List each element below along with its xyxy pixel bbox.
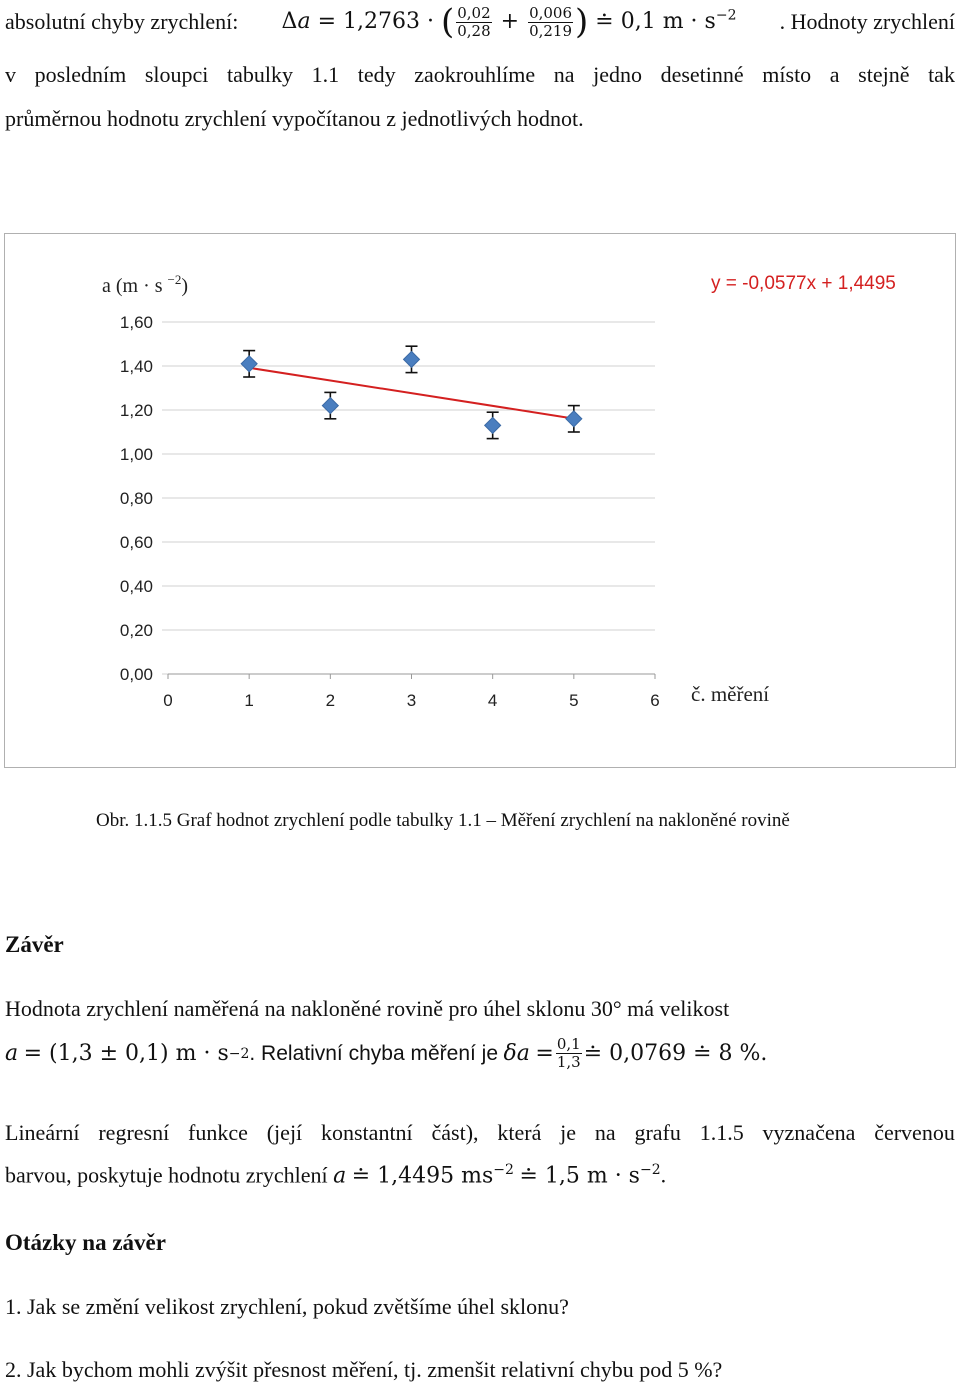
word: a (829, 62, 840, 87)
word: v (5, 62, 16, 87)
y-tick-label: 1,20 (119, 401, 153, 420)
y-tick-label: 1,00 (119, 445, 153, 464)
formula-prefix: absolutní chyby zrychlení: (5, 9, 239, 34)
word: regresní (98, 1120, 170, 1145)
question-2: 2. Jak bychom mohli zvýšit přesnost měření, tj. zmenšit relativní chybu pod 5 %? (5, 1357, 723, 1382)
word: červenou (874, 1120, 955, 1145)
y-tick-label: 0,80 (119, 489, 153, 508)
word: stejně (858, 62, 910, 87)
word: 1.1.5 (699, 1120, 744, 1145)
x-axis-label: č. měření (691, 682, 770, 706)
chart-frame (4, 233, 956, 768)
conclusion-line-4: barvou, poskytuje hodnotu zrychlení a ≐ 1,4495 $ms^{-2}$ ≐ 1,5 $m \cdot s^{-2}$. (5, 1162, 667, 1189)
conclusion-line-3 (5, 1120, 955, 1146)
word: jedno (593, 62, 642, 87)
y-tick-label: 1,60 (119, 313, 153, 332)
word: část), (431, 1120, 479, 1145)
word: (její (266, 1120, 303, 1145)
y-tick-label: 0,40 (119, 577, 153, 596)
trendline-equation: y = -0,0577x + 1,4495 (711, 273, 896, 294)
conclusion-line-1: Hodnota zrychlení naměřená na nakloněné rovině pro úhel sklonu 30° má velikost (5, 996, 730, 1021)
y-tick-label: 0,00 (119, 665, 153, 684)
x-tick-label: 2 (325, 691, 336, 710)
word: tedy (357, 62, 396, 87)
questions-heading: Otázky na závěr (5, 1230, 166, 1255)
y-axis-label: a (m · s $^{-2}$) (102, 272, 189, 297)
paragraph-line-2 (5, 62, 955, 88)
word: konstantní (321, 1120, 413, 1145)
conclusion-line-2: a = (1,3 ± 0,1) m · s −2 . Relativní chyba měření je δa = $\frac{0,1}{1,3}$ ≐ 0,0769 ≐ 8 %. (5, 1035, 768, 1071)
word: zaokrouhlíme (414, 62, 536, 87)
conclusion-heading: Závěr (5, 932, 64, 957)
fraction-1: $\frac{0,02}{0,28}$ (457, 3, 491, 40)
word: tabulky (227, 62, 294, 87)
word: Lineární (5, 1120, 80, 1145)
word: funkce (188, 1120, 248, 1145)
trendline (249, 368, 574, 419)
x-tick-label: 4 (487, 691, 498, 710)
word: desetinné (660, 62, 744, 87)
y-tick-label: 1,40 (119, 357, 153, 376)
word: místo (762, 62, 812, 87)
word: vyznačena (762, 1120, 856, 1145)
x-tick-label: 6 (650, 691, 660, 710)
word: posledním (34, 62, 127, 87)
x-tick-label: 3 (406, 691, 417, 710)
formula: Δa = 1,2763 · ( $\frac{0,02}{0,28}$ + $\frac{0,006}{0,219}$ ) ≐ 0,1 $m \cdot s^{-2}$ (281, 2, 737, 42)
chart (5, 234, 954, 766)
word: na (594, 1120, 616, 1145)
fraction-2: $\frac{0,006}{0,219}$ (529, 3, 573, 40)
x-tick-label: 5 (569, 691, 579, 710)
relative-error-fraction: $\frac{0,1}{1,3}$ (556, 1035, 581, 1071)
question-1: 1. Jak se změní velikost zrychlení, pokud zvětšíme úhel sklonu? (5, 1294, 569, 1319)
data-point (566, 411, 582, 427)
word: je (560, 1120, 577, 1145)
y-tick-label: 0,60 (119, 533, 153, 552)
paragraph-line-3: průměrnou hodnotu zrychlení vypočítanou z jednotlivých hodnot. (5, 106, 584, 131)
x-tick-label: 1 (244, 691, 254, 710)
data-point (485, 417, 501, 433)
word: grafu (634, 1120, 681, 1145)
data-point (322, 398, 338, 414)
x-tick-label: 0 (163, 691, 173, 710)
word: která (497, 1120, 542, 1145)
word: 1.1 (311, 62, 340, 87)
formula-suffix: . Hodnoty zrychlení (779, 9, 955, 34)
data-point (404, 351, 420, 367)
formula-line (5, 2, 955, 42)
word: na (553, 62, 575, 87)
y-tick-label: 0,20 (119, 621, 153, 640)
word: tak (928, 62, 955, 87)
figure-caption: Obr. 1.1.5 Graf hodnot zrychlení podle tabulky 1.1 – Měření zrychlení na nakloněné rovině (96, 810, 790, 831)
word: sloupci (144, 62, 209, 87)
